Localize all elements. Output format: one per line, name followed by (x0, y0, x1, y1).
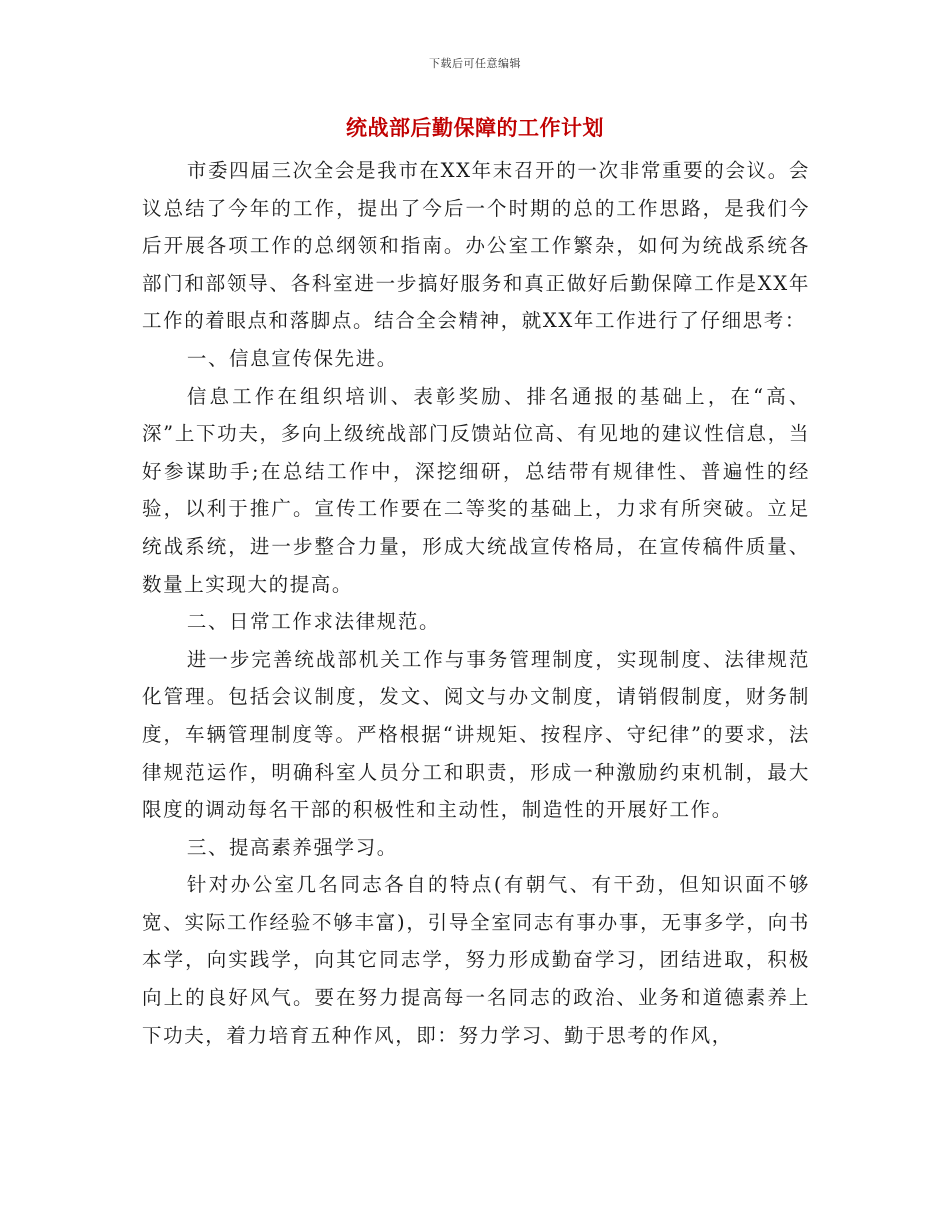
document-title: 统战部后勤保障的工作计划 (346, 115, 604, 140)
section-heading-1: 一、信息宣传保先进。 (186, 346, 398, 370)
paragraph-intro: 市委四届三次全会是我市在XX年末召开的一次非常重要的会议。会议总结了今年的工作，提出了今后一个时期的总的工作思路，是我们今后开展各项工作的总纲领和指南。办公室工作繁杂，如何为统战系统各部门和部领导、各科室进一步搞好服务和真正做好后勤保障工作是XX年工作的着眼点和落脚点。结合全会精神，就XX年工作进行了仔细思考： (142, 159, 810, 333)
section-heading-2: 二、日常工作求法律规范。 (186, 610, 441, 634)
document-body (142, 152, 810, 1054)
paragraph-section-2: 进一步完善统战部机关工作与事务管理制度，实现制度、法律规范化管理。包括会议制度，发文、阅文与办文制度，请销假制度，财务制度，车辆管理制度等。严格根据“讲规矩、按程序、守纪律”的要求，法律规范运作，明确科室人员分工和职责，形成一种激励约束机制，最大限度的调动每名干部的积极性和主动性，制造性的开展好工作。 (142, 647, 810, 822)
paragraph-section-3: 针对办公室几名同志各自的特点(有朝气、有干劲，但知识面不够宽、实际工作经验不够丰富)，引导全室同志有事办事，无事多学，向书本学，向实践学，向其它同志学，努力形成勤奋学习，团结进取，积极向上的良好风气。要在努力提高每一名同志的政治、业务和道德素养上下功夫，着力培育五种作风，即：努力学习、勤于思考的作风， (142, 873, 810, 1047)
header-note: 下载后可任意编辑 (429, 57, 521, 70)
section-heading-3: 三、提高素养强学习。 (186, 835, 398, 859)
paragraph-section-1: 信息工作在组织培训、表彰奖励、排名通报的基础上，在“高、深”上下功夫，多向上级统战部门反馈站位高、有见地的建议性信息，当好参谋助手;在总结工作中，深挖细研，总结带有规律性、普遍性的经验，以利于推广。宣传工作要在二等奖的基础上，力求有所突破。立足统战系统，进一步整合力量，形成大统战宣传格局，在宣传稿件质量、数量上实现大的提高。 (142, 384, 810, 596)
